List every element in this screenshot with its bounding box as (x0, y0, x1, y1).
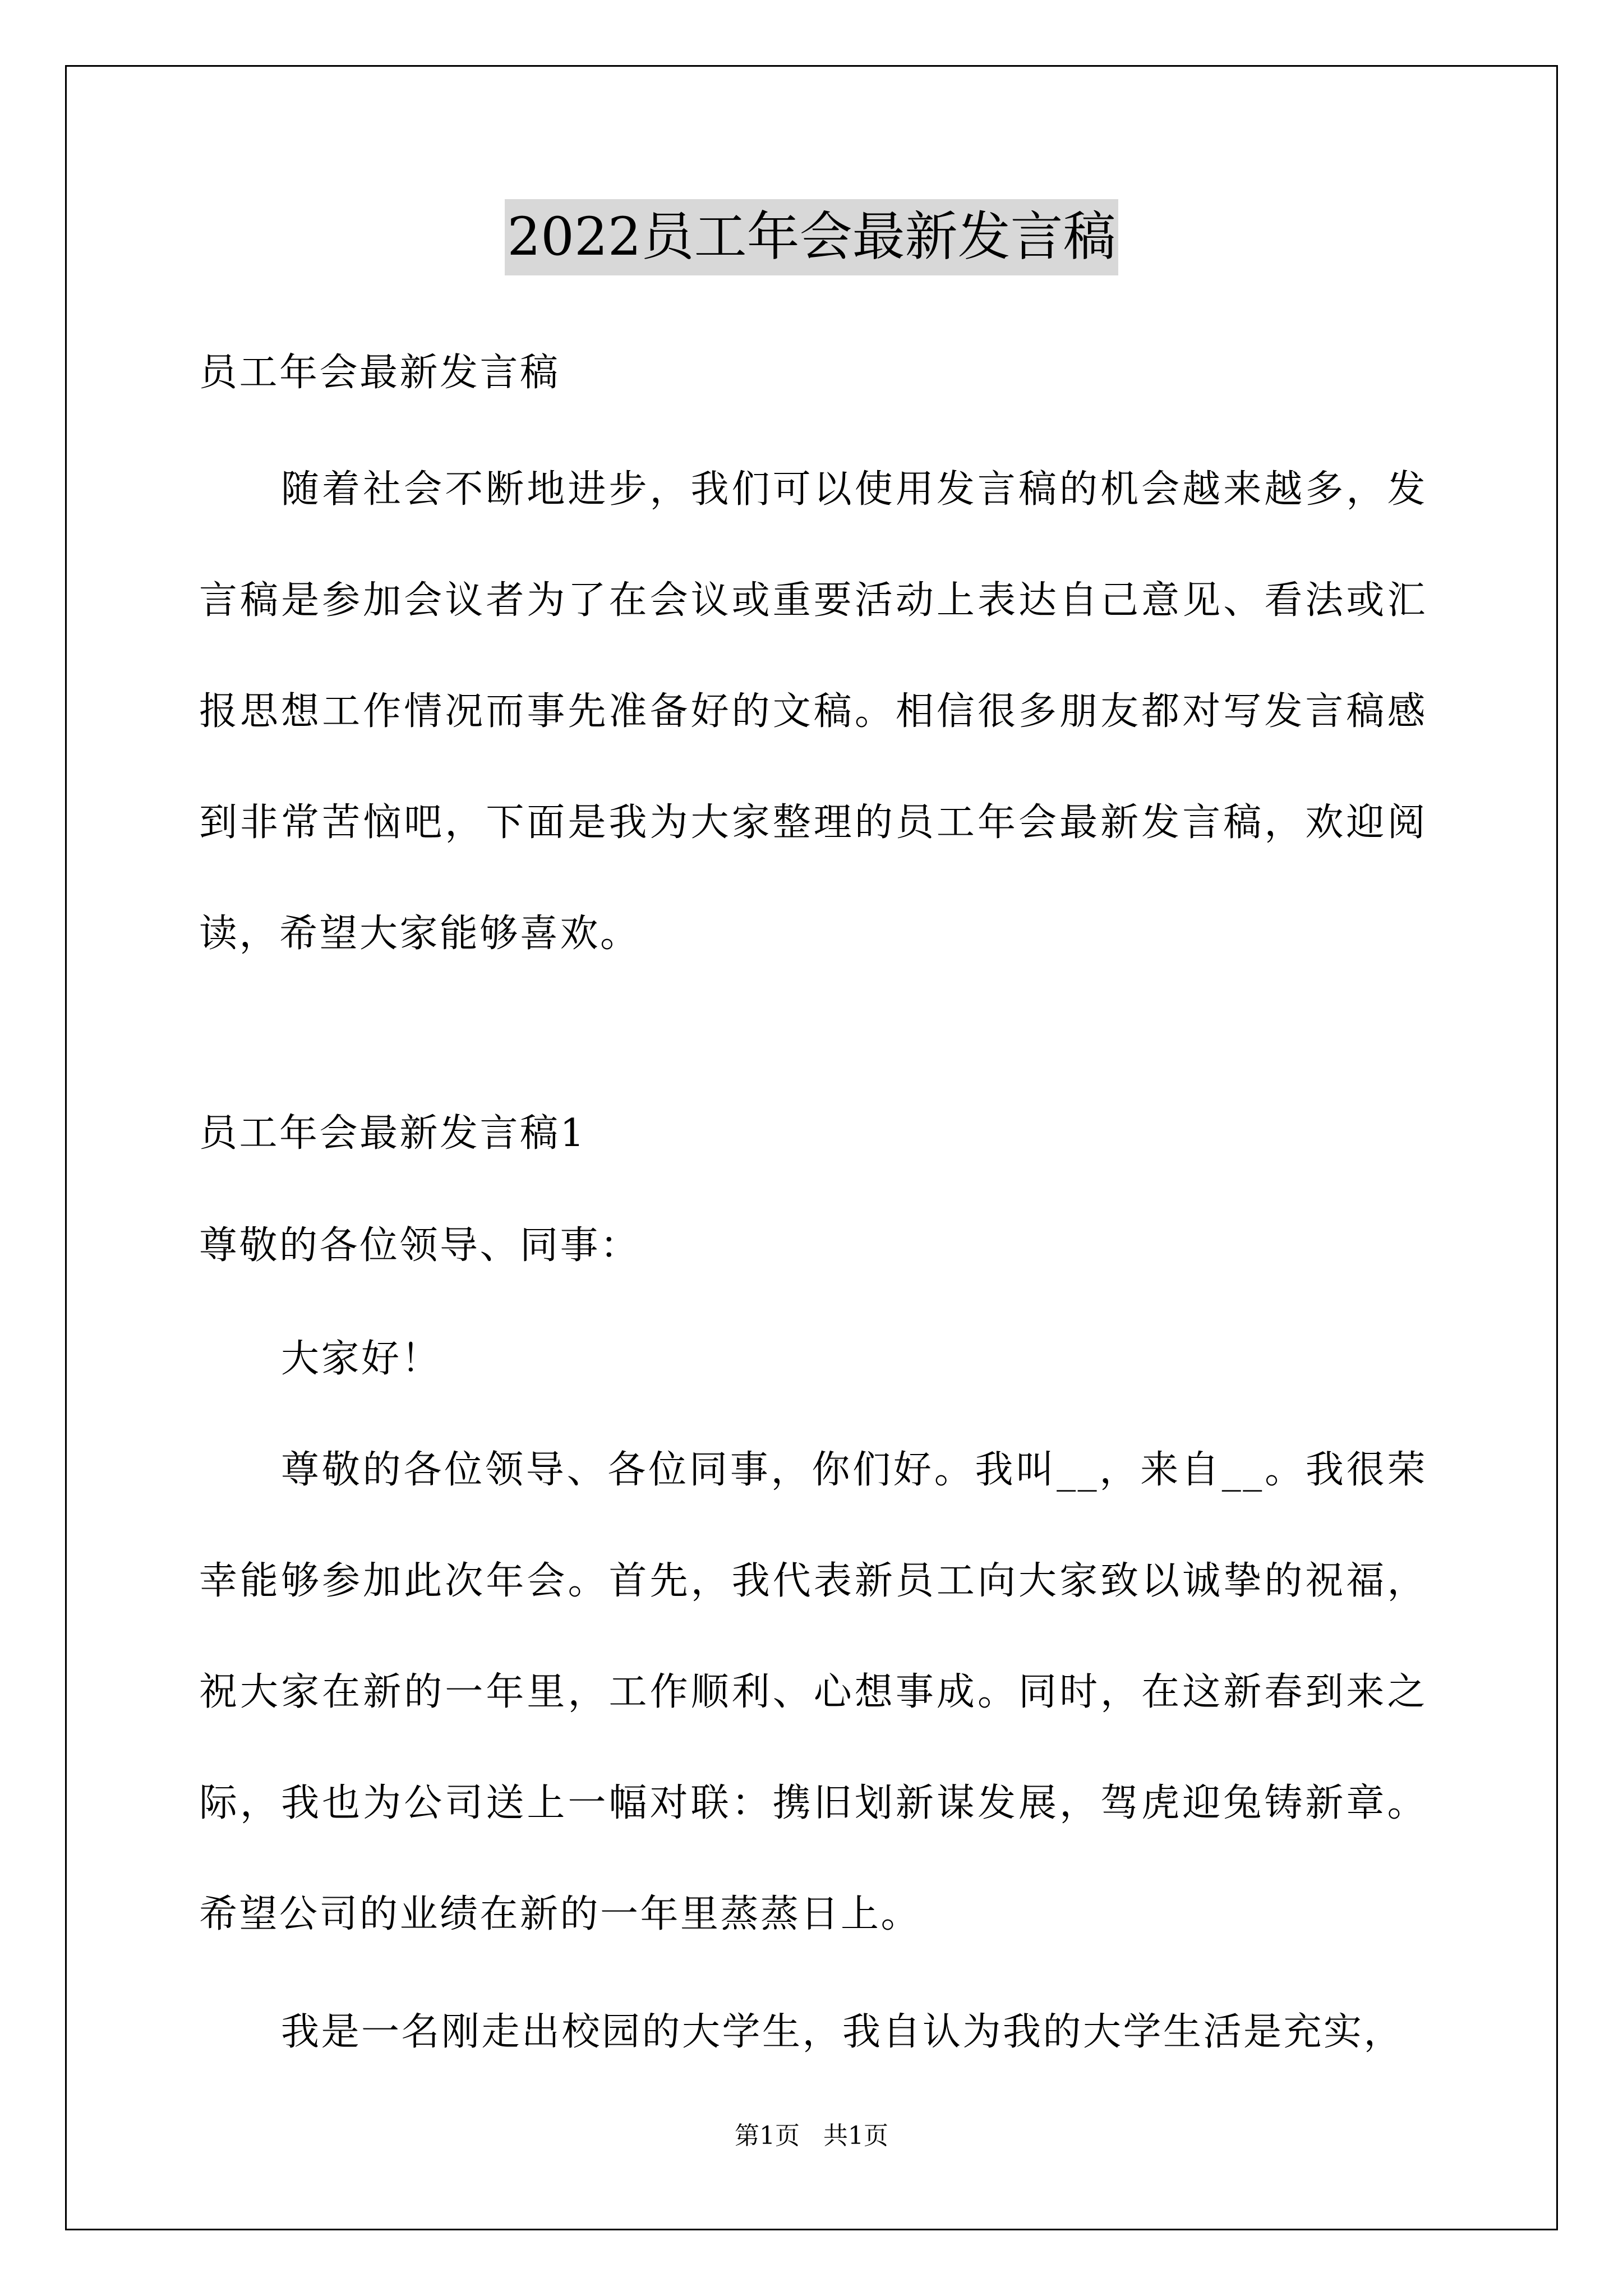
salutation: 尊敬的各位领导、同事： (199, 1223, 640, 1268)
body-paragraph-2: 我是一名刚走出校园的大学生，我自认为我的大学生活是充实， (281, 2010, 1404, 2054)
section-heading: 员工年会最新发言稿1 (199, 1111, 587, 1156)
greeting: 大家好！ (281, 1337, 442, 1381)
document-title: 2022员工年会最新发言稿 (505, 199, 1118, 275)
title-container (0, 199, 1623, 275)
document-subtitle: 员工年会最新发言稿 (199, 351, 560, 395)
intro-paragraph: 随着社会不断地进步，我们可以使用发言稿的机会越来越多，发言稿是参加会议者为了在会议或重要活动上表达自己意见、看法或汇报思想工作情况而事先准备好的文稿。相信很多朋友都对写发言稿感到非常苦恼吧，下面是我为大家整理的员工年会最新发言稿，欢迎阅读，希望大家能够喜欢。 (199, 467, 1427, 956)
body-paragraph-1: 尊敬的各位领导、各位同事，你们好。我叫__，来自__。我很荣幸能够参加此次年会。首先，我代表新员工向大家致以诚挚的祝福，祝大家在新的一年里，工作顺利、心想事成。同时，在这新春到来之际，我也为公司送上一幅对联：携旧划新谋发展，驾虎迎兔铸新章。希望公司的业绩在新的一年里蒸蒸日上。 (199, 1448, 1427, 1936)
page-number-footer: 第1页 共1页 (735, 2122, 888, 2150)
